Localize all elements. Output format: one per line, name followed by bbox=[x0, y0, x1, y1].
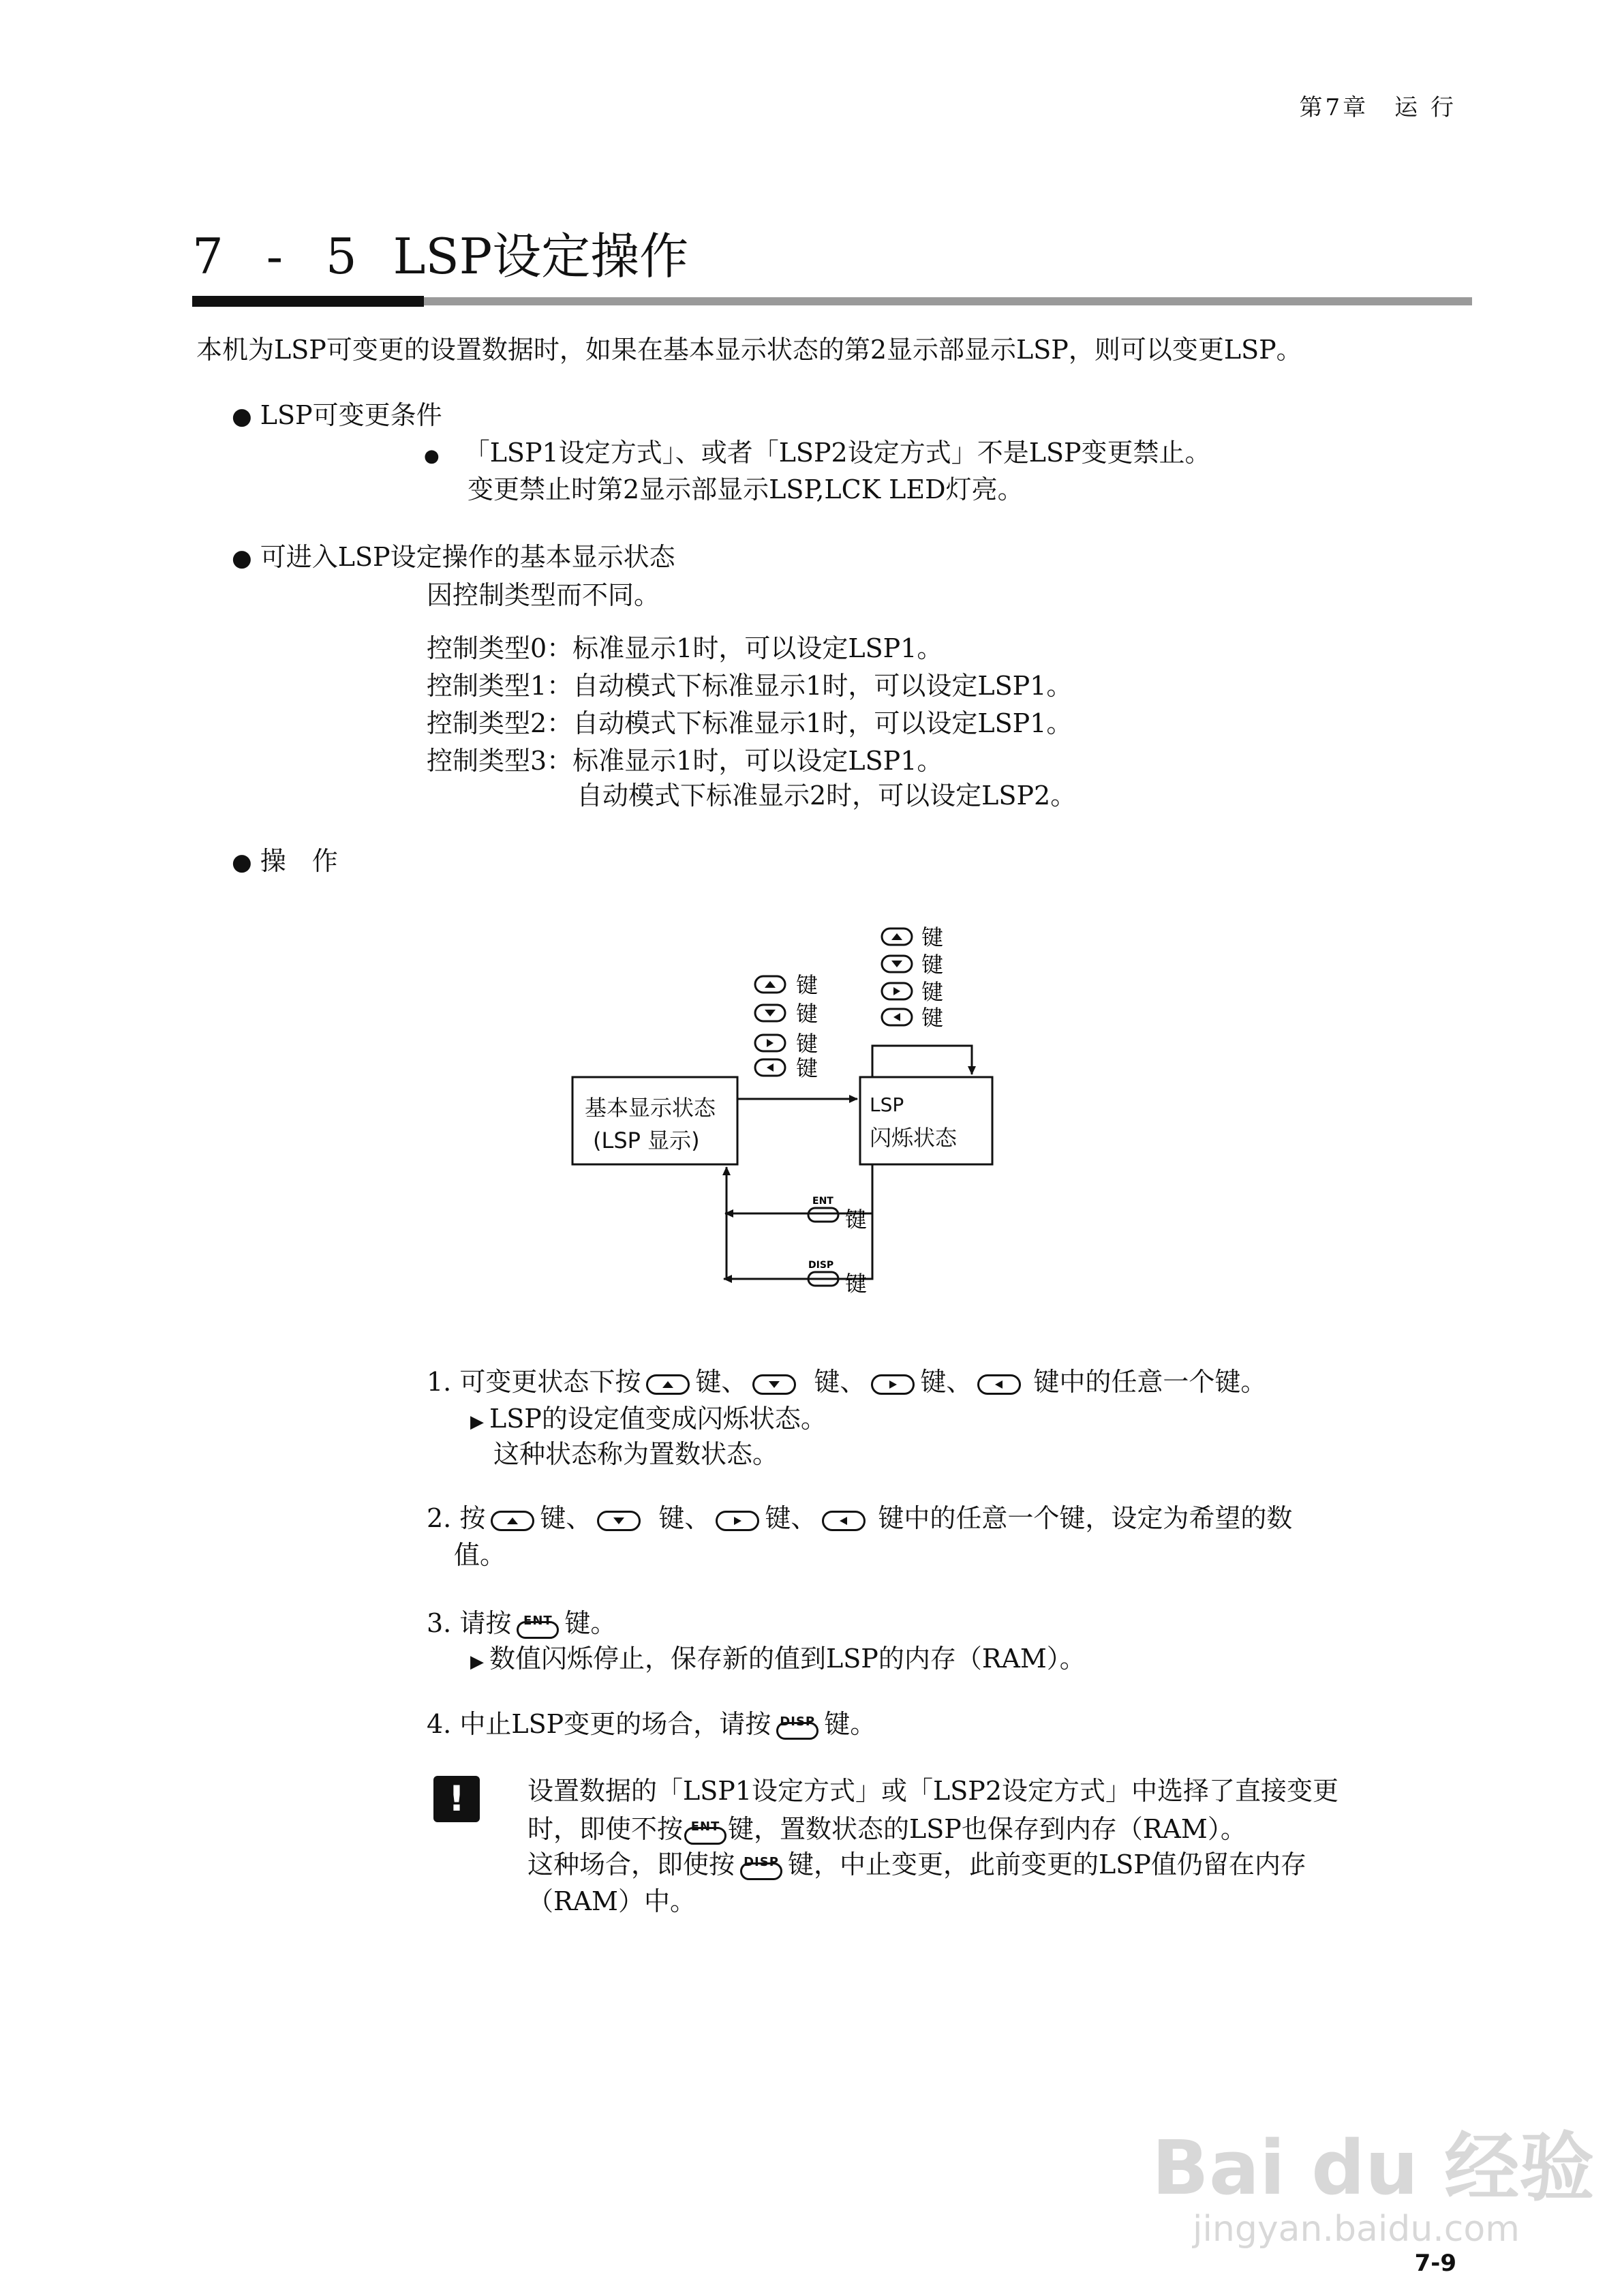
key-word: 键 bbox=[845, 1207, 868, 1233]
left-key-icon bbox=[882, 1009, 912, 1025]
section-title bbox=[192, 217, 688, 288]
right-key-icon bbox=[882, 983, 912, 999]
step-1-result: ▶ LSP的设定值变成闪烁状态。 bbox=[470, 1404, 827, 1434]
step-1-note: 这种状态称为置数状态。 bbox=[493, 1439, 779, 1469]
svg-text:ENT: ENT bbox=[812, 1196, 833, 1207]
operation-heading bbox=[232, 843, 338, 881]
step-2-cont: 值。 bbox=[454, 1540, 506, 1570]
caution-line-1: 设置数据的「LSP1设定方式」或「LSP2设定方式」中选择了直接变更 bbox=[527, 1776, 1339, 1806]
operation-heading-text: 操 作 bbox=[260, 846, 338, 876]
caution-line-4: （RAM）中。 bbox=[527, 1886, 696, 1916]
box-left-line1: 基本显示状态 bbox=[585, 1095, 716, 1121]
key-word: 键 bbox=[845, 1271, 868, 1297]
disp-key-icon: DISP bbox=[776, 1722, 818, 1740]
watermark-brand: Bai du 经验 bbox=[1152, 2124, 1595, 2211]
down-key-icon bbox=[755, 1005, 785, 1021]
svg-text:DISP: DISP bbox=[808, 1260, 834, 1271]
key-group-right bbox=[882, 924, 943, 1031]
control-type-line: 控制类型3：标准显示1时，可以设定LSP1。 bbox=[427, 746, 943, 776]
box-right-line1: LSP bbox=[870, 1093, 904, 1116]
caution-icon: ! bbox=[433, 1776, 480, 1822]
down-key-icon bbox=[597, 1511, 641, 1531]
key-word: 键 bbox=[921, 924, 944, 950]
right-key-icon bbox=[716, 1511, 759, 1531]
watermark-url: jingyan.baidu.com bbox=[1193, 2209, 1520, 2250]
step-4: 4. 中止LSP变更的场合，请按 DISP 键。 bbox=[427, 1709, 876, 1739]
section-title-text: LSP设定操作 bbox=[393, 228, 689, 285]
up-key-icon bbox=[882, 928, 912, 945]
step-3-result: ▶ 数值闪烁停止，保存新的值到LSP的内存（RAM）。 bbox=[470, 1644, 1086, 1674]
down-key-icon bbox=[882, 956, 912, 972]
disp-key-icon: DISP bbox=[740, 1862, 782, 1880]
key-word: 键 bbox=[796, 1001, 818, 1027]
conditions-heading-text: LSP可变更条件 bbox=[260, 400, 442, 430]
box-left-line2: (LSP 显示) bbox=[593, 1128, 700, 1153]
result-arrow-icon: ▶ bbox=[470, 1412, 484, 1432]
caution-line-2: 时，即使不按 ENT 键，置数状态的LSP也保存到内存（RAM）。 bbox=[527, 1814, 1246, 1844]
key-group-left bbox=[755, 972, 818, 1081]
control-type-line: 自动模式下标准显示2时，可以设定LSP2。 bbox=[577, 781, 1077, 811]
intro-paragraph: 本机为LSP可变更的设置数据时，如果在基本显示状态的第2显示部显示LSP，则可以变更LSP。 bbox=[196, 335, 1302, 365]
key-word: 键 bbox=[796, 1031, 818, 1057]
condition-note: 变更禁止时第2显示部显示LSP,LCK LED灯亮。 bbox=[468, 474, 1024, 504]
conditions-heading bbox=[232, 397, 442, 435]
bullet-icon: ● bbox=[232, 849, 252, 876]
display-states-heading bbox=[232, 539, 675, 577]
display-states-heading-text: 可进入LSP设定操作的基本显示状态 bbox=[260, 542, 675, 572]
key-word: 键 bbox=[796, 972, 818, 998]
control-type-line: 控制类型2：自动模式下标准显示1时，可以设定LSP1。 bbox=[427, 708, 1073, 738]
box-right-line2: 闪烁状态 bbox=[870, 1125, 958, 1151]
title-rule-dark bbox=[192, 296, 424, 307]
left-key-icon bbox=[755, 1059, 785, 1076]
step-1: 1. 可变更状态下按 键、 键、 键、 键中的任意一个键。 bbox=[427, 1367, 1267, 1397]
step-3: 3. 请按 ENT 键。 bbox=[427, 1608, 617, 1638]
step-2: 2. 按 键、 键、 键、 键中的任意一个键，设定为希望的数 bbox=[427, 1503, 1293, 1533]
baidu-watermark bbox=[1152, 2124, 1595, 2263]
key-word: 键 bbox=[921, 1005, 944, 1031]
left-key-icon bbox=[822, 1511, 866, 1531]
result-arrow-icon: ▶ bbox=[470, 1652, 484, 1672]
lsp-flash-box bbox=[860, 1077, 992, 1164]
display-states-note: 因控制类型而不同。 bbox=[427, 580, 660, 610]
ent-key-icon: ENT bbox=[517, 1621, 559, 1639]
condition-item: ● 「LSP1设定方式」、或者「LSP2设定方式」不是LSP变更禁止。 bbox=[424, 438, 1211, 468]
up-key-icon bbox=[491, 1511, 534, 1531]
key-word: 键 bbox=[921, 979, 944, 1005]
up-key-icon bbox=[646, 1374, 690, 1395]
key-word: 键 bbox=[921, 952, 944, 978]
control-type-line: 控制类型1：自动模式下标准显示1时，可以设定LSP1。 bbox=[427, 671, 1073, 701]
ent-key-icon: ENT bbox=[684, 1827, 726, 1845]
key-word: 键 bbox=[796, 1055, 818, 1081]
left-key-icon bbox=[977, 1374, 1021, 1395]
title-rule-gray bbox=[424, 297, 1472, 305]
arrow-self-loop bbox=[872, 1046, 972, 1077]
right-key-icon bbox=[871, 1374, 915, 1395]
bullet-icon: ● bbox=[232, 403, 252, 430]
disp-key-icon bbox=[808, 1260, 838, 1286]
bullet-icon: ● bbox=[232, 545, 252, 572]
down-key-icon bbox=[752, 1374, 796, 1395]
right-key-icon bbox=[755, 1035, 785, 1051]
control-type-line: 控制类型0：标准显示1时，可以设定LSP1。 bbox=[427, 633, 943, 663]
up-key-icon bbox=[755, 976, 785, 993]
ent-key-icon bbox=[808, 1196, 838, 1222]
caution-line-3: 这种场合，即使按 DISP 键，中止变更，此前变更的LSP值仍留在内存 bbox=[527, 1849, 1306, 1879]
small-bullet-icon: ● bbox=[424, 446, 440, 466]
section-number: 7 - 5 bbox=[192, 228, 357, 285]
state-diagram bbox=[545, 913, 1063, 1309]
page-number: 7-9 bbox=[1414, 2250, 1456, 2277]
chapter-header: 第7章 运 行 bbox=[1299, 94, 1456, 121]
